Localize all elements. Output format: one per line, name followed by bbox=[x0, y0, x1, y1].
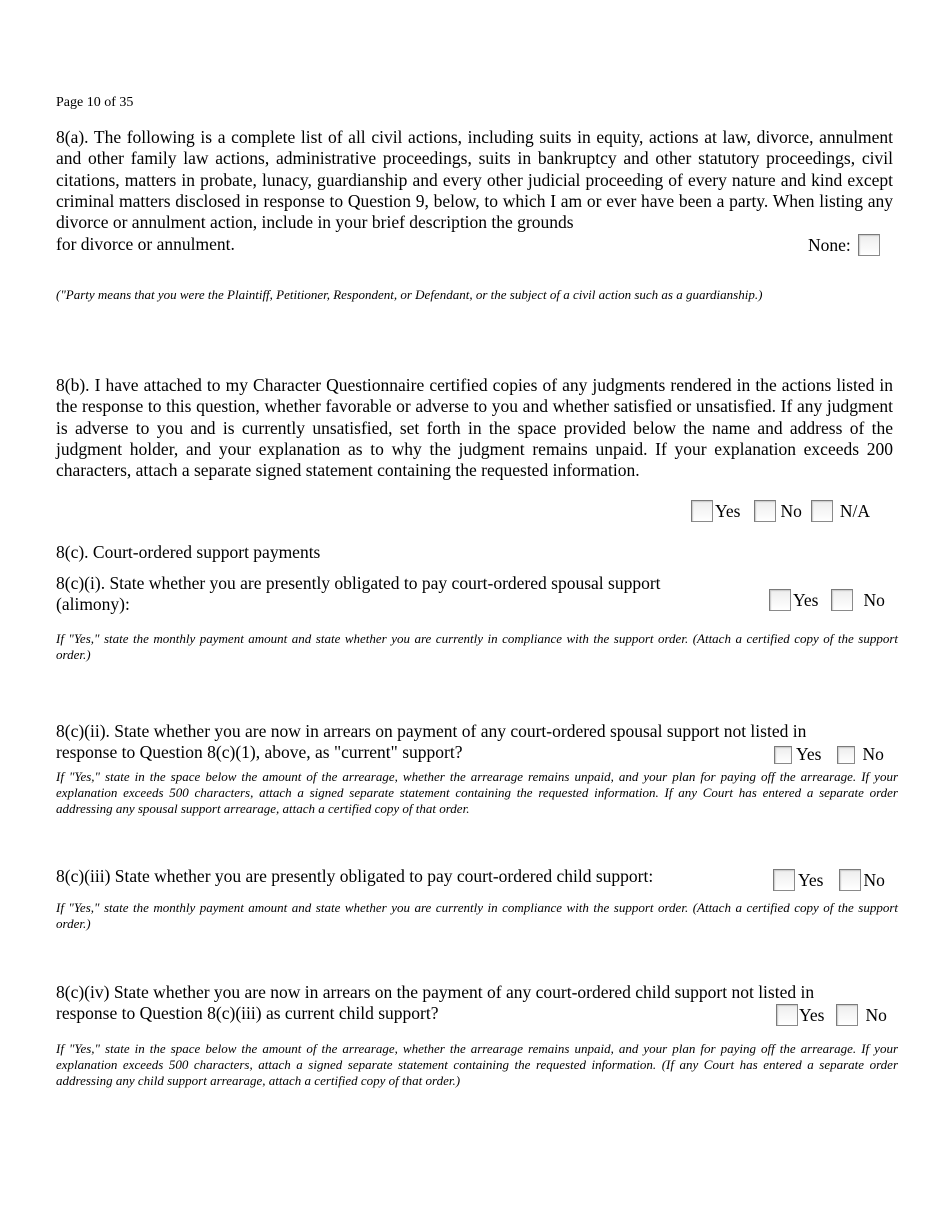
question-8cii-line2: response to Question 8(c)(1), above, as "current" support? bbox=[56, 742, 463, 762]
question-8ci-note: If "Yes," state the monthly payment amount and state whether you are currently in compliance with the support order. (Attach a certified copy of the support order.) bbox=[56, 631, 898, 663]
q8cii-options bbox=[774, 744, 884, 765]
q8b-yes-label: Yes bbox=[715, 500, 741, 521]
q8civ-no-label: No bbox=[865, 1004, 887, 1025]
question-8b-text: 8(b). I have attached to my Character Questionnaire certified copies of any judgments rendered in the actions listed in the response to this question, whether favorable or adverse to you and whether satisfied or unsatisfied. If any judgment is adverse to you and is currently unsatisfied, set forth in the space provided below the name and address of the judgment holder, and your explanation as to why the judgment remains unpaid. If your explanation exceeds 200 characters, attach a separate signed statement containing the requested information. bbox=[56, 375, 893, 481]
q8ciii-no-checkbox[interactable] bbox=[839, 869, 861, 891]
question-8a-last-line: for divorce or annulment. bbox=[56, 234, 235, 254]
question-8ci-line2: (alimony): bbox=[56, 594, 130, 614]
q8ciii-no-label: No bbox=[863, 869, 885, 890]
none-label: None: bbox=[808, 234, 851, 255]
q8ci-no-checkbox[interactable] bbox=[831, 589, 853, 611]
q8b-na-label: N/A bbox=[839, 500, 870, 521]
question-8ciii-note: If "Yes," state the monthly payment amount and state whether you are currently in compliance with the support order. (Attach a certified copy of the support order.) bbox=[56, 900, 898, 932]
question-8civ-note: If "Yes," state in the space below the amount of the arrearage, whether the arrearage remains unpaid, and your plan for paying off the arrearage. If your explanation exceeds 500 characters, attach a signed separate statement containing the requested information. (If any Court has entered a separate order addressing any child support arrearage, attach a certified copy of that order.) bbox=[56, 1041, 898, 1089]
q8b-no-checkbox[interactable] bbox=[754, 500, 776, 522]
q8civ-yes-checkbox[interactable] bbox=[776, 1004, 798, 1026]
q8ciii-yes-checkbox[interactable] bbox=[773, 869, 795, 891]
question-8a-text: 8(a). The following is a complete list of all civil actions, including suits in equity, actions at law, divorce, annulment and other family law actions, administrative proceedings, suits in bankruptcy and other statutory proceedings, civil citations, matters in probate, lunacy, guardianship and every other judicial proceeding of every nature and kind except criminal matters disclosed in response to Question 9, below, to which I am or ever have been a party. When listing any divorce or annulment action, include in your brief description the grounds bbox=[56, 127, 893, 233]
question-8civ-line1: 8(c)(iv) State whether you are now in arrears on the payment of any court-ordered child support not listed in bbox=[56, 982, 815, 1002]
q8ci-no-label: No bbox=[863, 589, 885, 610]
none-option bbox=[808, 234, 880, 256]
question-8civ-line2: response to Question 8(c)(iii) as current child support? bbox=[56, 1003, 439, 1023]
q8ci-yes-checkbox[interactable] bbox=[769, 589, 791, 611]
q8cii-no-label: No bbox=[862, 744, 884, 764]
q8cii-yes-checkbox[interactable] bbox=[774, 746, 792, 764]
q8cii-no-checkbox[interactable] bbox=[837, 746, 855, 764]
question-8ci-line1: 8(c)(i). State whether you are presently obligated to pay court-ordered spousal support bbox=[56, 573, 661, 593]
q8cii-yes-label: Yes bbox=[796, 744, 822, 764]
q8ci-yes-label: Yes bbox=[793, 589, 819, 610]
question-8cii-line1: 8(c)(ii). State whether you are now in arrears on payment of any court-ordered spousal support not listed in bbox=[56, 721, 807, 741]
q8b-no-label: No bbox=[780, 500, 802, 521]
page-number: Page 10 of 35 bbox=[56, 95, 134, 110]
q8ciii-yes-label: Yes bbox=[798, 869, 824, 890]
q8b-yes-checkbox[interactable] bbox=[691, 500, 713, 522]
question-8c-heading: 8(c). Court-ordered support payments bbox=[56, 542, 321, 562]
question-8ciii-line1: 8(c)(iii) State whether you are presently obligated to pay court-ordered child support: bbox=[56, 866, 654, 886]
q8b-options bbox=[691, 500, 870, 522]
q8b-na-checkbox[interactable] bbox=[811, 500, 833, 522]
q8civ-no-checkbox[interactable] bbox=[836, 1004, 858, 1026]
q8ciii-options bbox=[773, 869, 885, 891]
q8civ-yes-label: Yes bbox=[799, 1004, 825, 1025]
question-8a-note: ("Party means that you were the Plaintiff, Petitioner, Respondent, or Defendant, or the subject of a civil action such as a guardianship.) bbox=[56, 287, 763, 302]
question-8cii-note: If "Yes," state in the space below the amount of the arrearage, whether the arrearage remains unpaid, and your plan for paying off the arrearage. If your explanation exceeds 500 characters, attach a signed separate statement containing the requested information. If any Court has entered a separate order addressing any spousal support arrearage, attach a certified copy of that order. bbox=[56, 769, 898, 817]
q8civ-options bbox=[776, 1004, 887, 1026]
none-checkbox[interactable] bbox=[858, 234, 880, 256]
q8ci-options bbox=[769, 589, 885, 611]
